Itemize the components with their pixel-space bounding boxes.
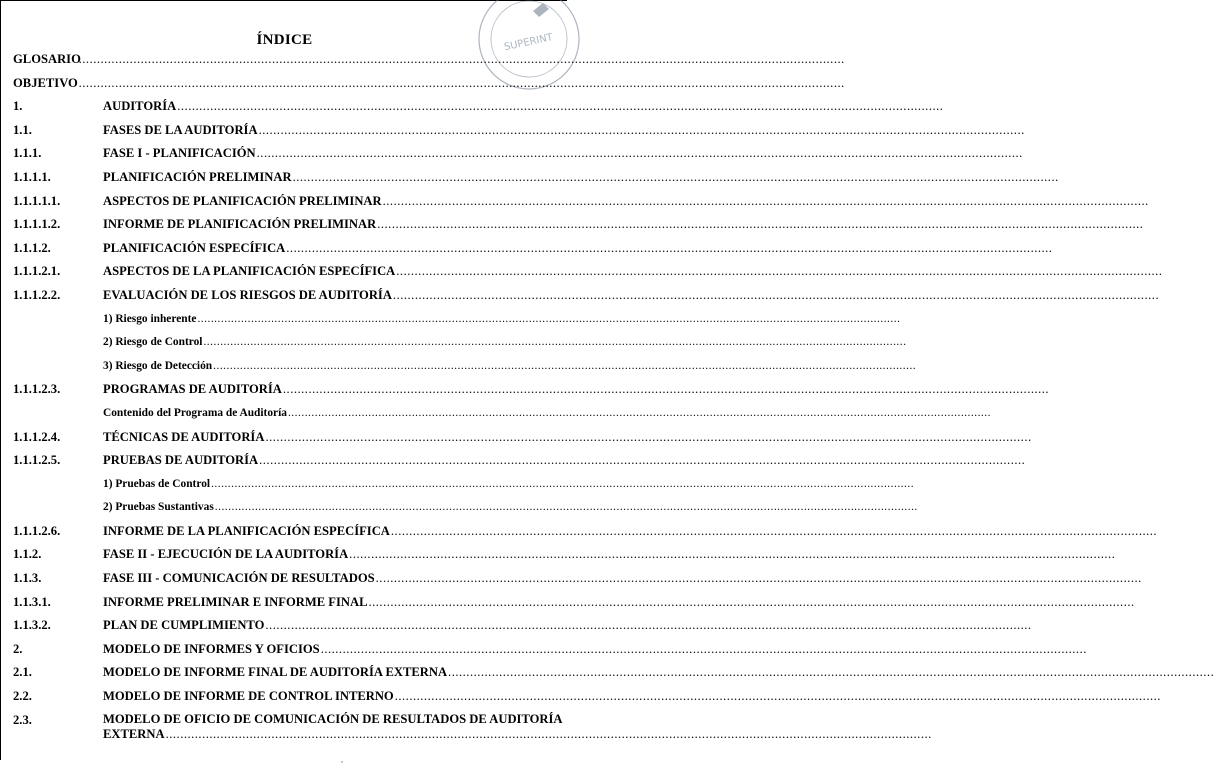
toc-entry-title [103,429,1032,446]
toc-entry-text: Contenido del Programa de Auditoría [103,406,287,419]
toc-entry[interactable] [11,75,845,99]
toc-entry[interactable] [11,429,1032,453]
toc-entry-title [103,641,1087,658]
table-of-contents [11,51,1214,750]
toc-entry-number: 1. [13,99,23,114]
toc-entry-title [103,381,1050,398]
toc-entry-text: 1) Riesgo inherente [103,312,197,325]
toc-entry-title [103,546,1116,563]
dot-leader: .................................................................................................................................................................................................................. [177,99,944,114]
dot-leader: .................................................................................................................................................................................................................. [214,501,918,514]
dot-leader: .................................................................................................................................................................................................................. [256,146,1023,161]
toc-entry-number: 1.1.1.2.4. [13,429,61,444]
dot-leader: .................................................................................................................................................................................................................. [392,287,1160,302]
toc-entry-text: 1) Pruebas de Control [103,477,211,490]
page-title: ÍNDICE [256,32,313,48]
toc-entry[interactable] [11,381,1050,405]
toc-entry[interactable] [11,570,1142,594]
toc-entry-title [103,476,915,493]
toc-entry-title [103,358,917,375]
toc-entry[interactable] [11,452,1026,476]
toc-entry-text: PROGRAMAS DE AUDITORÍA [103,382,282,397]
toc-entry[interactable] [11,358,917,382]
toc-entry-text: ASPECTOS DE PLANIFICACIÓN PRELIMINAR [103,193,382,208]
toc-entry-title [103,122,1025,139]
toc-entry-text: MODELO DE INFORME FINAL DE AUDITORÍA EXTERNA [103,665,448,680]
toc-entry-text: PLANIFICACIÓN ESPECÍFICA [103,240,286,255]
page-mark: , [341,755,343,764]
dot-leader: .................................................................................................................................................................................................................. [258,122,1025,137]
toc-entry[interactable] [11,617,1032,641]
dot-leader: .................................................................................................................................................................................................................. [282,382,1050,397]
toc-entry-title [103,193,1149,210]
toc-entry-title [103,334,907,351]
toc-entry-number: 1.1.3.2. [13,618,51,633]
toc-entry-number: 1.1.3. [13,571,42,586]
toc-entry-title [78,51,845,68]
toc-entry[interactable] [11,641,1087,665]
toc-entry[interactable] [11,240,1053,264]
toc-entry-text: PLANIFICACIÓN PRELIMINAR [103,169,292,184]
toc-entry-number: 1.1.1.2. [13,240,51,255]
toc-entry[interactable] [11,51,845,75]
toc-entry-text: 2) Riesgo de Control [103,336,203,349]
toc-entry[interactable] [11,664,1214,688]
dot-leader: .................................................................................................................................................................................................................. [368,594,1135,609]
dot-leader: .................................................................................................................................................................................................................. [78,75,845,90]
toc-entry-number: GLOSARIO [13,52,81,66]
dot-leader: .................................................................................................................................................................................................................. [375,571,1142,586]
dot-leader: .................................................................................................................................................................................................................. [265,618,1032,633]
toc-entry-title [103,570,1142,587]
toc-entry[interactable] [11,405,991,429]
toc-entry-title [103,711,932,742]
toc-entry[interactable] [11,122,1025,146]
toc-entry-number: 2.1. [13,665,32,680]
toc-entry-number: 1.1.1.2.6. [13,523,61,538]
toc-entry[interactable] [11,688,1161,712]
toc-entry-text: TÉCNICAS DE AUDITORÍA [103,429,265,444]
dot-leader: .................................................................................................................................................................................................................. [292,169,1059,184]
dot-leader: .................................................................................................................................................................................................................. [448,665,1214,680]
toc-entry-number: 1.1.1.2.1. [13,264,61,279]
toc-entry-text: ASPECTOS DE LA PLANIFICACIÓN ESPECÍFICA [103,264,396,279]
dot-leader: .................................................................................................................................................................................................................. [203,336,907,349]
dot-leader: .................................................................................................................................................................................................................. [349,547,1116,562]
toc-entry-text: MODELO DE INFORMES Y OFICIOS [103,641,320,656]
toc-entry[interactable] [11,216,1144,240]
toc-entry[interactable] [11,287,1160,311]
dot-leader: .................................................................................................................................................................................................................. [265,429,1032,444]
dot-leader: .................................................................................................................................................................................................................. [78,52,845,66]
toc-entry-text: INFORME PRELIMINAR E INFORME FINAL [103,594,368,609]
toc-entry-text: FASE III - COMUNICACIÓN DE RESULTADOS [103,571,375,586]
toc-entry[interactable] [11,263,1163,287]
toc-entry-number: 1.1.1.2.5. [13,453,61,468]
toc-entry-title [103,523,1158,540]
toc-entry-title [103,287,1160,304]
dot-leader: .................................................................................................................................................................................................................. [211,477,915,490]
toc-entry-title [103,263,1163,280]
dot-leader: .................................................................................................................................................................................................................. [377,217,1144,232]
toc-entry-title [103,688,1161,705]
toc-entry[interactable] [11,594,1135,618]
dot-leader: .................................................................................................................................................................................................................. [287,406,991,419]
toc-entry[interactable] [11,499,918,523]
toc-entry-number: 2.3. [13,712,32,727]
toc-entry-text: PLAN DE CUMPLIMIENTO [103,618,265,633]
toc-entry-text: 2) Pruebas Sustantivas [103,501,214,514]
dot-leader: .................................................................................................................................................................................................................. [259,453,1026,468]
toc-entry-number: OBJETIVO [13,75,78,90]
toc-entry-number: 1.1.1.1.1. [13,193,61,208]
toc-entry-title [103,452,1026,469]
toc-entry-number: 1.1.1.1. [13,169,51,184]
toc-entry[interactable] [11,476,915,500]
toc-entry[interactable] [11,169,1059,193]
toc-entry[interactable] [11,311,901,335]
toc-entry-number: 1.1.2. [13,547,42,562]
dot-leader: .................................................................................................................................................................................................................. [394,689,1161,704]
toc-entry-number: 1.1.1.2.2. [13,287,61,302]
dot-leader: .................................................................................................................................................................................................................. [396,264,1163,279]
toc-entry-number: 1.1. [13,122,32,137]
toc-entry-title [103,499,918,516]
toc-entry-title [103,169,1059,186]
dot-leader: .................................................................................................................................................................................................................. [286,240,1053,255]
toc-entry-title [103,664,1214,681]
toc-entry-number: 2.2. [13,689,32,704]
toc-entry[interactable] [11,546,1116,570]
toc-entry-title [103,311,901,328]
dot-leader: .................................................................................................................................................................................................................. [382,193,1149,208]
toc-entry-title [103,405,991,422]
toc-entry[interactable] [11,334,907,358]
toc-entry-text: FASE I - PLANIFICACIÓN [103,146,256,161]
toc-entry[interactable] [11,711,932,750]
toc-entry-number: 1.1.1.2.3. [13,382,61,397]
toc-entry-number: 1.1.3.1. [13,594,51,609]
dot-leader: .................................................................................................................................................................................................................. [197,312,901,325]
toc-entry-text: AUDITORÍA [103,99,177,114]
toc-entry-text: FASE II - EJECUCIÓN DE LA AUDITORÍA [103,547,349,562]
toc-entry-title [103,594,1135,611]
toc-entry-number: 1.1.1. [13,146,42,161]
toc-entry-title [103,98,944,115]
toc-entry-title [103,216,1144,233]
toc-entry-text: MODELO DE OFICIO DE COMUNICACIÓN DE RESULTADOS DE AUDITORÍA EXTERNA [103,711,563,741]
dot-leader: .................................................................................................................................................................................................................. [213,359,917,372]
toc-entry-text: EVALUACIÓN DE LOS RIESGOS DE AUDITORÍA [103,287,392,302]
toc-entry-title [103,240,1053,257]
toc-entry-text: INFORME DE LA PLANIFICACIÓN ESPECÍFICA [103,523,390,538]
toc-entry-text: MODELO DE INFORME DE CONTROL INTERNO [103,689,394,704]
toc-entry-title [78,75,845,92]
toc-entry[interactable] [11,523,1158,547]
dot-leader: .................................................................................................................................................................................................................. [390,523,1158,538]
toc-entry-text: 3) Riesgo de Detección [103,359,213,372]
toc-entry[interactable] [11,193,1149,217]
toc-entry-number: 1.1.1.1.2. [13,217,61,232]
toc-entry-title [103,617,1032,634]
toc-entry[interactable] [11,98,944,122]
dot-leader: .................................................................................................................................................................................................................. [320,641,1087,656]
toc-entry-text: PRUEBAS DE AUDITORÍA [103,453,259,468]
toc-entry[interactable] [11,145,1023,169]
svg-text:SUPERINT: SUPERINT [503,32,554,54]
toc-entry-text: INFORME DE PLANIFICACIÓN PRELIMINAR [103,217,377,232]
toc-entry-number: 2. [13,641,23,656]
toc-entry-title [103,145,1023,162]
dot-leader: .................................................................................................................................................................................................................. [165,726,932,741]
toc-entry-text: FASES DE LA AUDITORÍA [103,122,258,137]
